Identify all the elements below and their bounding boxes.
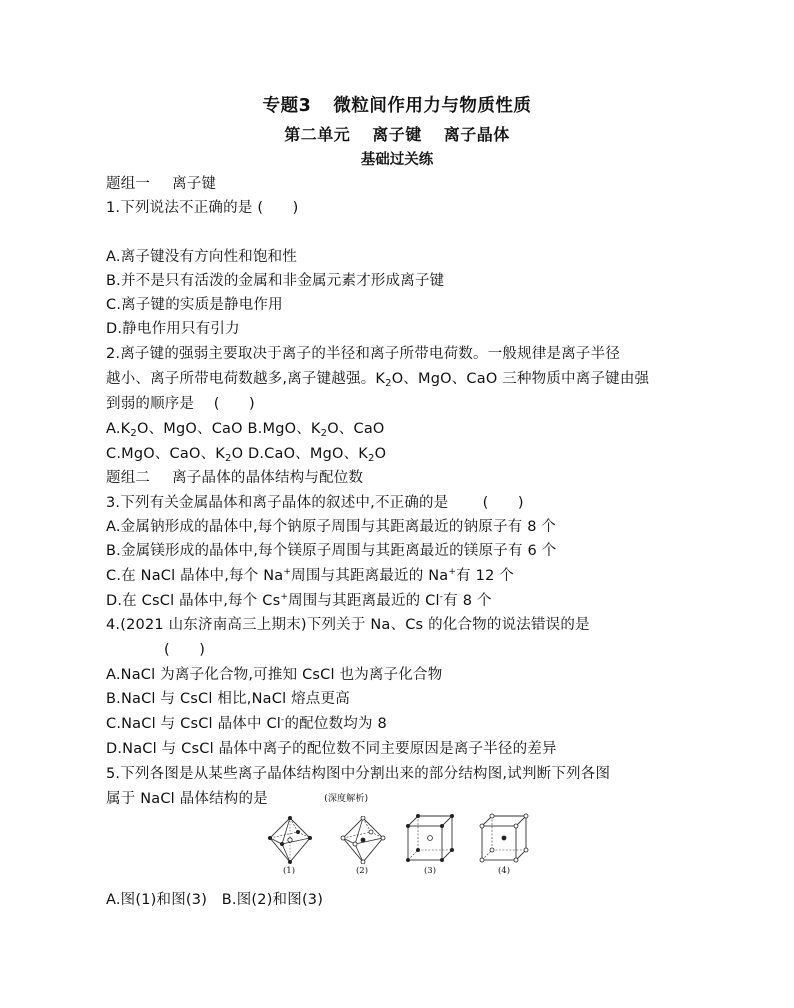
topic-name: 微粒间作用力与物质性质 xyxy=(333,96,532,116)
octahedron-icon xyxy=(264,816,316,864)
q5-line1: 5.下列各图是从某些离子晶体结构图中分割出来的部分结构图,试判断下列各图 xyxy=(106,766,611,782)
q5-line2-text: 属于 NaCl 晶体结构的是 xyxy=(106,791,303,807)
q2-options-cd xyxy=(106,444,386,464)
q3-option-d xyxy=(106,591,492,611)
q3-option-b: B.金属镁形成的晶体中,每个镁原子周围与其距离最近的镁原子有 6 个 xyxy=(106,543,557,559)
q1-option-c: C.离子键的实质是静电作用 xyxy=(106,297,283,313)
topic-title xyxy=(0,92,794,117)
q4-option-a: A.NaCl 为离子化合物,可推知 CsCl 也为离子化合物 xyxy=(106,667,443,683)
q4-c-text-a: C.NaCl 与 CsCl 晶体中 Cl xyxy=(106,716,282,732)
subscript-2: 2 xyxy=(320,428,328,439)
superscript-minus: - xyxy=(281,715,285,725)
q2-line3: 到弱的顺序是 ( ) xyxy=(106,396,255,412)
q1-stem: 1.下列说法不正确的是 ( ) xyxy=(106,200,299,216)
subscript-2: 2 xyxy=(225,453,232,464)
q2-ab-text-c: O、CaO xyxy=(327,421,385,437)
superscript-minus: - xyxy=(439,592,444,602)
q2-line2 xyxy=(106,369,649,389)
section-title: 基础过关练 xyxy=(360,152,434,168)
crystal-figure-3 xyxy=(404,812,456,864)
group1-label: 题组一 xyxy=(106,176,151,192)
q3-c-text-b: 周围与其距离最近的 Na xyxy=(291,568,449,584)
octahedron-icon xyxy=(337,816,389,864)
q3-d-text-b: 周围与其距离最近的 Cl xyxy=(288,593,440,609)
crystal-figure-2 xyxy=(337,816,389,864)
figure-label-1: (1) xyxy=(282,866,296,876)
figure-label-3: (3) xyxy=(423,866,437,876)
superscript-plus: + xyxy=(283,567,292,577)
superscript-plus: + xyxy=(280,592,289,602)
q3-d-text-c: 有 8 个 xyxy=(443,593,492,609)
q4-stem: 4.(2021 山东济南高三上期末)下列关于 Na、Cs 的化合物的说法错误的是 xyxy=(106,617,590,633)
q2-ab-text-a: A.K xyxy=(106,421,131,437)
q5-options-ab: A.图(1)和图(3) B.图(2)和图(3) xyxy=(106,892,324,908)
crystal-figure-4 xyxy=(478,812,530,864)
q3-stem: 3.下列有关金属晶体和离子晶体的叙述中,不正确的是 ( ) xyxy=(106,495,524,511)
q5-line2 xyxy=(106,789,368,809)
q1-option-d: D.静电作用只有引力 xyxy=(106,321,240,337)
q3-c-text-c: 有 12 个 xyxy=(456,568,515,584)
q2-cd-text-c: O xyxy=(374,446,387,462)
group1-heading xyxy=(106,174,216,194)
q2-line1: 2.离子键的强弱主要取决于离子的半径和离子所带电荷数。一般规律是离子半径 xyxy=(106,346,621,362)
figure-label-4: (4) xyxy=(497,866,511,876)
cube-icon xyxy=(404,812,456,864)
q4-bracket: ( ) xyxy=(164,642,206,658)
q4-option-c xyxy=(106,714,387,734)
q2-line2-text-a: 越小、离子所带电荷数越多,离子键越强。K xyxy=(106,371,386,387)
unit-number: 第二单元 xyxy=(284,125,351,144)
topic-number: 专题3 xyxy=(262,96,312,116)
q4-option-b: B.NaCl 与 CsCl 相比,NaCl 熔点更高 xyxy=(106,691,350,707)
group1-title: 离子键 xyxy=(172,176,217,192)
unit-name-2: 离子晶体 xyxy=(443,125,510,144)
q1-option-b: B.并不是只有活泼的金属和非金属元素才形成离子键 xyxy=(106,273,445,289)
q4-option-d: D.NaCl 与 CsCl 晶体中离子的配位数不同主要原因是离子半径的差异 xyxy=(106,741,557,757)
q2-options-ab xyxy=(106,419,385,439)
deep-analysis-note: (深度解析) xyxy=(324,794,369,804)
subscript-2: 2 xyxy=(385,378,392,389)
subscript-2: 2 xyxy=(130,428,137,439)
crystal-figure-1 xyxy=(264,816,316,864)
subscript-2: 2 xyxy=(368,453,375,464)
q1-option-a: A.离子键没有方向性和饱和性 xyxy=(106,249,298,265)
q3-d-text-a: D.在 CsCl 晶体中,每个 Cs xyxy=(106,593,281,609)
q4-c-text-b: 的配位数均为 8 xyxy=(284,716,387,732)
q2-line2-text-b: O、MgO、CaO 三种物质中离子键由强 xyxy=(391,371,650,387)
unit-name-1: 离子键 xyxy=(372,125,422,144)
q2-cd-text-a: C.MgO、CaO、K xyxy=(106,446,225,462)
unit-title xyxy=(0,122,794,145)
group2-label: 题组二 xyxy=(106,470,151,486)
q3-option-a: A.金属钠形成的晶体中,每个钠原子周围与其距离最近的钠原子有 8 个 xyxy=(106,519,557,535)
group2-title: 离子晶体的晶体结构与配位数 xyxy=(172,470,364,486)
q2-cd-text-b: O D.CaO、MgO、K xyxy=(231,446,369,462)
cube-icon xyxy=(478,812,530,864)
figure-label-2: (2) xyxy=(355,866,369,876)
q2-ab-text-b: O、MgO、CaO B.MgO、K xyxy=(136,421,321,437)
q3-option-c xyxy=(106,566,514,586)
q3-c-text-a: C.在 NaCl 晶体中,每个 Na xyxy=(106,568,284,584)
group2-heading xyxy=(106,468,363,488)
superscript-plus: + xyxy=(448,567,457,577)
